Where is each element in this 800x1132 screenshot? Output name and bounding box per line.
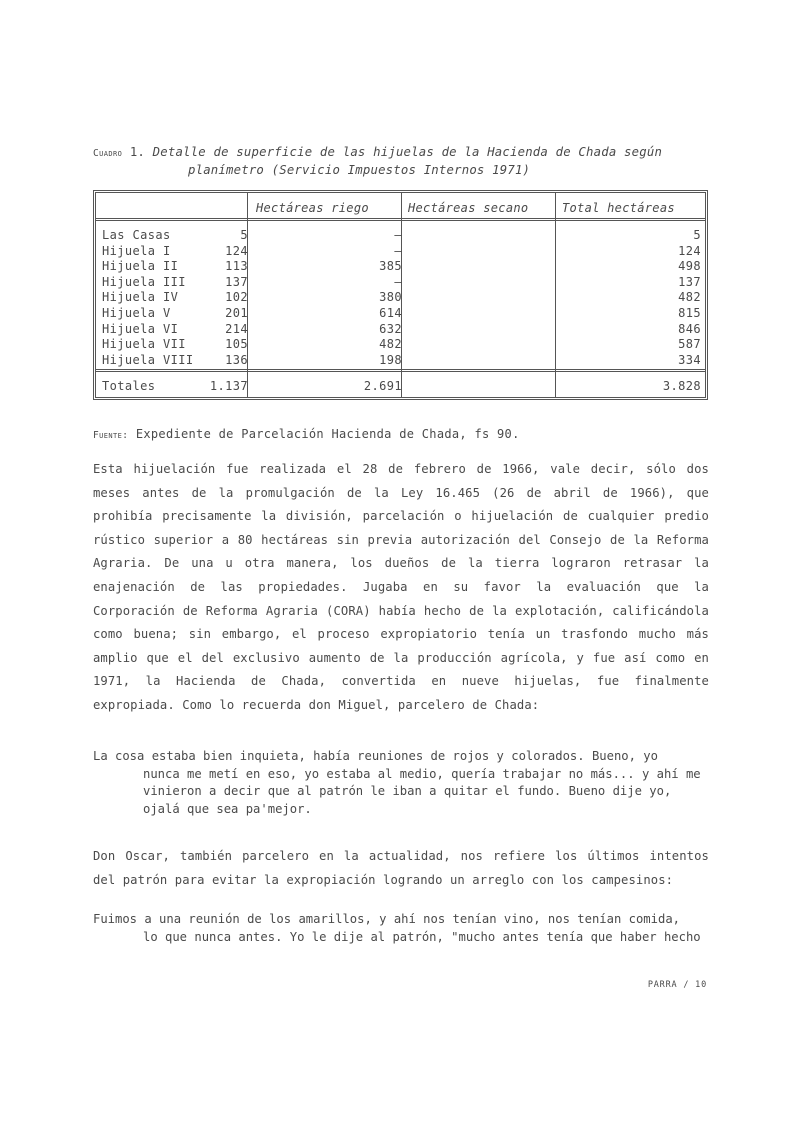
caption-label: Cuadro	[93, 148, 123, 159]
page-footer: PARRA / 10	[647, 980, 707, 990]
cell-name: Hijuela III	[102, 274, 186, 289]
table-row	[96, 228, 705, 244]
cell-riego: 124	[225, 243, 248, 258]
header-divider	[96, 218, 705, 221]
table-row	[96, 275, 705, 291]
quote-first-line: La cosa estaba bien inquieta, había reuniones de rojos y colorados. Bueno, yo	[93, 749, 658, 763]
table-row	[96, 259, 705, 275]
cell-riego: 201	[225, 306, 248, 320]
table-source	[93, 427, 520, 441]
header-total: Total hectáreas	[562, 201, 675, 215]
cell-riego: 214	[225, 321, 248, 336]
cell-total: 815	[678, 306, 701, 320]
header-riego: Hectáreas riego	[256, 201, 369, 215]
cell-name: Hijuela VI	[102, 321, 179, 336]
table-row	[96, 337, 705, 353]
data-table	[93, 190, 708, 400]
caption-number: 1.	[129, 145, 146, 159]
cell-total: 498	[678, 259, 701, 274]
cell-secano: 632	[379, 321, 402, 336]
cell-riego: 105	[225, 337, 248, 352]
cell-total: 482	[678, 290, 701, 305]
header-secano: Hectáreas secano	[408, 201, 529, 215]
block-quote	[93, 748, 709, 819]
cell-riego: 113	[225, 259, 248, 274]
cell-total: 137	[678, 274, 701, 289]
body-paragraph: Don Oscar, también parcelero en la actualidad, nos refiere los últimos intentos del patrón para evitar la expropiación logrando un arreglo con los campesinos:	[93, 849, 709, 887]
table-row	[96, 306, 705, 322]
totals-divider	[96, 369, 705, 372]
cell-name: Hijuela IV	[102, 290, 179, 305]
totals-riego: 1.137	[209, 379, 248, 393]
cell-total: 5	[693, 228, 701, 242]
quote-first-line: Fuimos a una reunión de los amarillos, y ahí nos tenían vino, nos tenían comida,	[93, 912, 680, 926]
cell-secano: 385	[379, 259, 402, 274]
cell-name: Hijuela VIII	[102, 352, 194, 367]
cell-secano: 198	[379, 352, 402, 367]
cell-secano: —	[394, 274, 402, 289]
quote-continuation: nunca me metí en eso, yo estaba al medio, quería trabajar no más... y ahí me vinieron a decir que al patrón le iban a quitar el fundo. Bueno dije yo, ojalá que sea pa'mejor.	[143, 766, 701, 817]
quote-continuation: lo que nunca antes. Yo le dije al patrón, "mucho antes tenía que haber hecho	[143, 929, 701, 944]
cell-total: 124	[678, 243, 701, 258]
cell-total: 846	[678, 321, 701, 336]
body-paragraph: Esta hijuelación fue realizada el 28 de febrero de 1966, vale decir, sólo dos meses antes de la promulgación de la Ley 16.465 (26 de abril de 1966), que prohibía precisamente la división, parcelación o hijuelación de cualquier predio rústico superior a 80 hectáreas sin previa autorización del Consejo de la Reforma Agraria. De una u otra manera, los dueños de la tierra lograron retrasar la enajenación de las propiedades. Jugaba en su favor la evaluación que la Corporación de Reforma Agraria (CORA) había hecho de la explotación, calificándola como buena; sin embargo, el proceso expropiatorio tenía un trasfondo mucho más amplio que el del exclusivo aumento de la producción agrícola, y fue así como en 1971, la Hacienda de Chada, convertida en nueve hijuelas, fue finalmente expropiada. Como lo recuerda don Miguel, parcelero de Chada:	[93, 462, 709, 712]
cell-riego: 137	[225, 274, 248, 289]
cell-secano: 380	[379, 290, 402, 305]
cell-secano: —	[394, 228, 402, 242]
block-quote	[93, 911, 709, 946]
table-row	[96, 322, 705, 338]
cell-total: 334	[678, 352, 701, 367]
totals-total: 3.828	[662, 379, 701, 393]
cell-secano: 482	[379, 337, 402, 352]
cell-name: Hijuela VII	[102, 337, 186, 352]
totals-secano: 2.691	[363, 379, 402, 393]
table-row	[96, 244, 705, 260]
cell-secano: 614	[379, 306, 402, 320]
source-label: Fuente:	[93, 430, 129, 441]
cell-secano: —	[394, 243, 402, 258]
caption-title-line1: Detalle de superficie de las hijuelas de la Hacienda de Chada según	[152, 145, 663, 159]
cell-total: 587	[678, 337, 701, 352]
cell-riego: 136	[225, 352, 248, 367]
table-row	[96, 290, 705, 306]
cell-riego: 102	[225, 290, 248, 305]
cell-name: Las Casas	[102, 228, 171, 242]
cell-name: Hijuela V	[102, 306, 171, 320]
source-text: Expediente de Parcelación Hacienda de Chada, fs 90.	[135, 427, 520, 441]
table-caption	[93, 144, 713, 179]
cell-name: Hijuela I	[102, 243, 171, 258]
cell-riego: 5	[240, 228, 248, 242]
cell-name: Hijuela II	[102, 259, 179, 274]
caption-title-line2: planímetro (Servicio Impuestos Internos 1971)	[188, 163, 531, 177]
totals-label: Totales	[102, 379, 156, 393]
table-row	[96, 353, 705, 369]
